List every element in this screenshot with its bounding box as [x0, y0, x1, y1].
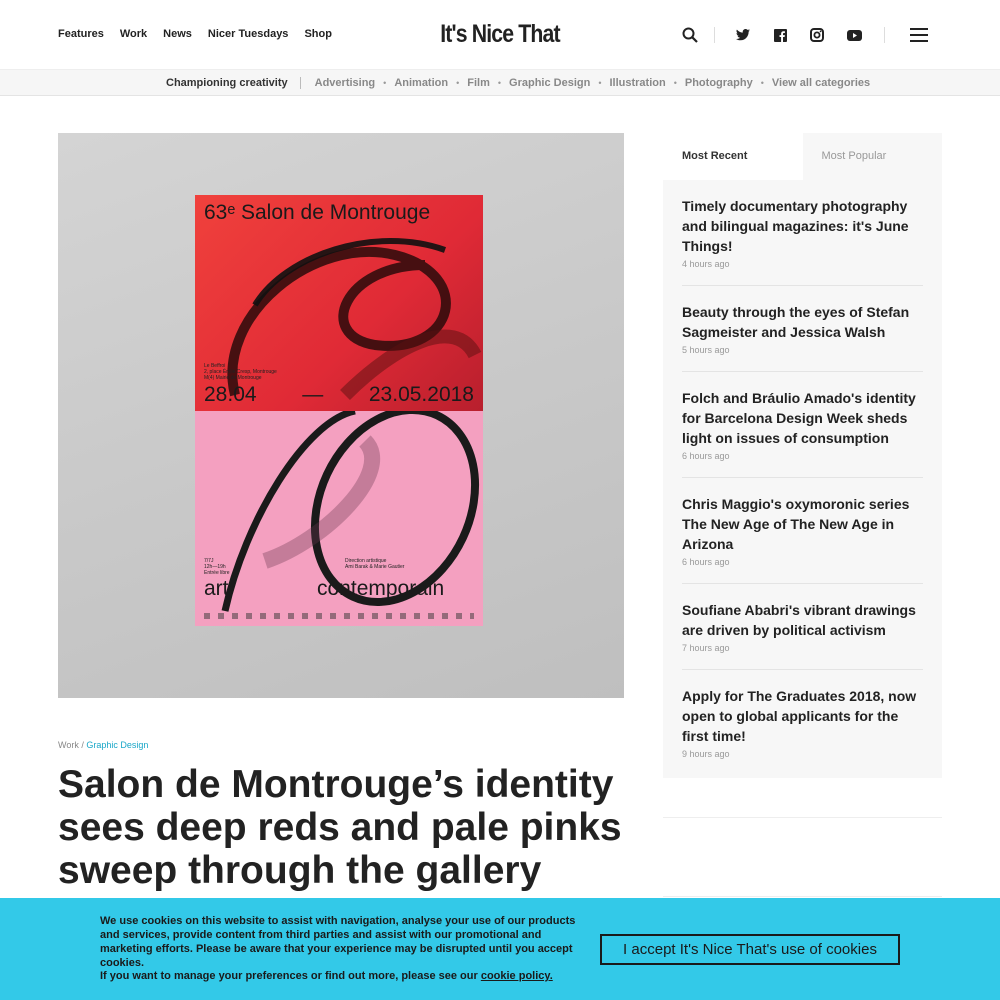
list-item[interactable]: [682, 180, 923, 286]
bullet: •: [673, 78, 677, 88]
breadcrumb-work[interactable]: Work: [58, 740, 79, 750]
site-header: [0, 0, 1000, 70]
poster-venue: Le Beffroi 2, place Émile Cresp, Montrouge M(4) Mairie de Montrouge: [204, 363, 277, 381]
poster-date-start: 28.04: [204, 383, 257, 406]
tab-most-recent[interactable]: Most Recent: [663, 133, 803, 180]
list-item[interactable]: [682, 372, 923, 478]
bullet: •: [598, 78, 602, 88]
sidebar-tabs: [663, 133, 942, 180]
category-bar: [0, 69, 1000, 96]
category-film[interactable]: Film: [467, 77, 490, 89]
poster-title: 63ᵉ Salon de Montrouge: [204, 201, 431, 224]
nav-news[interactable]: News: [163, 28, 192, 40]
search-icon[interactable]: [680, 26, 700, 44]
nav-work[interactable]: Work: [119, 28, 148, 40]
article-list: [663, 180, 942, 775]
list-item-time: 6 hours ago: [682, 557, 730, 567]
list-item-time: 7 hours ago: [682, 643, 730, 653]
poster-word-contemporain: contemporain: [317, 577, 445, 600]
cookie-text: We use cookies on this website to assist with navigation, analyse your use of our products and services, provide content from third parties and assist with our promotional and marketing efforts. Please be aware that your experience may be disrupted until you accept cookies.: [100, 915, 576, 969]
poster-sponsor-logos: [204, 613, 474, 619]
divider: [884, 27, 885, 43]
poster-word-art: art: [204, 577, 229, 600]
menu-icon[interactable]: [909, 26, 929, 44]
list-item-time: 4 hours ago: [682, 259, 730, 269]
cookie-preferences-text: If you want to manage your preferences or find out more, please see our: [100, 970, 478, 982]
category-illustration[interactable]: Illustration: [609, 77, 666, 89]
category-animation[interactable]: Animation: [394, 77, 449, 89]
cookie-text-secondary: [100, 970, 553, 982]
list-item[interactable]: [682, 478, 923, 584]
list-item[interactable]: [682, 584, 923, 670]
instagram-icon[interactable]: [807, 26, 827, 44]
category-view-all[interactable]: View all categories: [771, 77, 871, 89]
tab-most-popular[interactable]: Most Popular: [821, 150, 887, 162]
sidebar: [663, 133, 942, 778]
sidebar-ad-slot: [663, 817, 942, 897]
nav-shop[interactable]: Shop: [304, 28, 332, 40]
hero-image: [58, 133, 624, 698]
accept-cookies-button[interactable]: I accept It's Nice That's use of cookies: [600, 934, 900, 965]
cookie-policy-link[interactable]: cookie policy.: [480, 970, 553, 982]
bullet: •: [383, 78, 387, 88]
header-icons: [680, 26, 929, 44]
list-item-time: 6 hours ago: [682, 451, 730, 461]
twitter-icon[interactable]: [733, 26, 753, 44]
list-item-time: 9 hours ago: [682, 749, 730, 759]
poster-hours: 7/7J 12h—19h Entrée libre: [204, 558, 230, 576]
list-item-title[interactable]: Folch and Bráulio Amado's identity for Barcelona Design Week sheds light on issues of consumption: [682, 390, 916, 446]
site-logo[interactable]: It's Nice That: [440, 20, 560, 48]
category-photography[interactable]: Photography: [684, 77, 753, 89]
poster: [195, 195, 483, 626]
breadcrumb: [58, 740, 148, 750]
poster-direction: Direction artistique Ami Barak & Marie Gautier: [345, 558, 405, 570]
list-item-title[interactable]: Apply for The Graduates 2018, now open to global applicants for the first time!: [682, 688, 917, 744]
nav-nicer-tuesdays[interactable]: Nicer Tuesdays: [207, 28, 289, 40]
poster-dates: [204, 383, 474, 407]
article-title: Salon de Montrouge’s identity sees deep reds and pale pinks sweep through the gallery: [58, 763, 622, 892]
youtube-icon[interactable]: [844, 26, 864, 44]
breadcrumb-graphic-design[interactable]: Graphic Design: [86, 740, 149, 750]
nav-features[interactable]: Features: [58, 28, 104, 40]
cookie-banner: [0, 898, 1000, 1000]
list-item[interactable]: [682, 670, 923, 775]
list-item-time: 5 hours ago: [682, 345, 730, 355]
bullet: •: [760, 78, 764, 88]
list-item-title[interactable]: Chris Maggio's oxymoronic series The New Age of The New Age in Arizona: [682, 496, 910, 552]
list-item-title[interactable]: Beauty through the eyes of Stefan Sagmeister and Jessica Walsh: [682, 304, 910, 340]
bullet: •: [456, 78, 460, 88]
list-item-title[interactable]: Timely documentary photography and bilingual magazines: it's June Things!: [682, 198, 909, 254]
breadcrumb-separator: /: [78, 740, 87, 750]
bullet: •: [497, 78, 502, 88]
tagline: Championing creativity: [166, 77, 288, 89]
category-graphic-design[interactable]: Graphic Design: [509, 77, 591, 89]
divider: [300, 77, 301, 89]
category-advertising[interactable]: Advertising: [314, 77, 376, 89]
list-item[interactable]: [682, 286, 923, 372]
list-item-title[interactable]: Soufiane Ababri's vibrant drawings are driven by political activism: [682, 602, 916, 638]
facebook-icon[interactable]: [770, 26, 790, 44]
poster-date-end: 23.05.2018: [368, 383, 474, 406]
poster-date-dash: —: [302, 383, 324, 406]
divider: [714, 27, 715, 43]
